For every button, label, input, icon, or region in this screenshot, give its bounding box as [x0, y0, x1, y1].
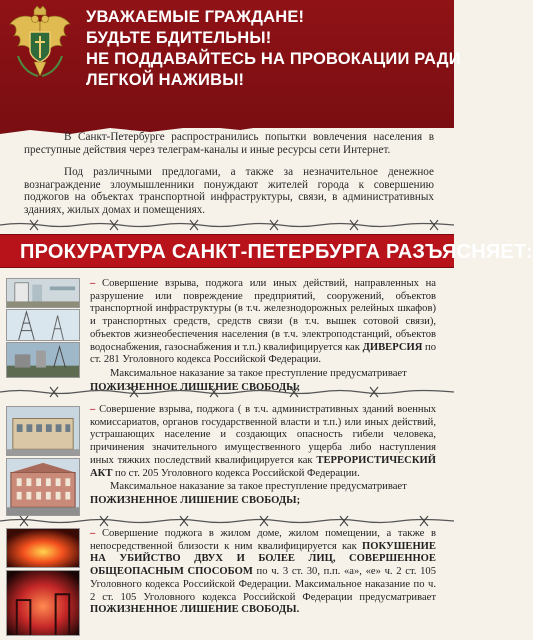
header	[0, 0, 461, 128]
barbed-wire-divider	[0, 386, 454, 398]
section-3-dash: –	[90, 528, 96, 539]
photo-cell-tower	[6, 309, 80, 341]
section-sabotage-text	[90, 278, 436, 395]
section-1-dash: –	[90, 278, 96, 289]
section-1-bold-a: ДИВЕРСИЯ	[362, 341, 423, 353]
photo-substation	[6, 342, 80, 378]
barbed-wire-divider	[0, 219, 454, 231]
section-1-text-a: Совершение взрыва, поджога или иных действий, направленных на разрушение или повреждение предприятий, сооружений, объектов транспортной инфраструктуры (в т.ч. железнодорожных релейных шкафов) и транспортных средств, средств связи (в т.ч. вышек сотовой связи), объектов жизнеобеспечения населения (в т.ч. электроподстанций, объектов водоснабжения, газоснабжения и т.п.) квалифицируется как	[90, 278, 436, 353]
section-attempted-murder-text	[90, 528, 436, 618]
photo-relay-cabinet	[6, 278, 80, 308]
intro-paragraph-1: В Санкт-Петербурге распространились попытки вовлечения населения в преступные действия через телеграм-каналы и иные ресурсы сети Интернет.	[24, 131, 434, 156]
section-1-penalty-bold: ПОЖИЗНЕННОЕ ЛИШЕНИЕ СВОБОДЫ;	[90, 381, 301, 393]
section-2-penalty-bold: ПОЖИЗНЕННОЕ ЛИШЕНИЕ СВОБОДЫ;	[90, 494, 301, 506]
section-3-text-a: Совершение поджога в жилом доме, жилом помещении, а также в непосредственной близости к ним квалифицируется как	[90, 528, 436, 552]
header-title	[86, 7, 461, 91]
photo-government-building	[6, 458, 80, 516]
section-2-penalty-line: Максимальное наказание за такое преступление предусматривает	[110, 481, 407, 493]
section-terrorism	[0, 404, 454, 516]
section-attempted-murder	[0, 528, 454, 638]
banner-title: ПРОКУРАТУРА САНКТ-ПЕТЕРБУРГА РАЗЪЯСНЯЕТ:	[20, 241, 533, 263]
photo-fire-building	[6, 570, 80, 636]
header-title-line-3: НЕ ПОДДАВАЙТЕСЬ НА ПРОВОКАЦИИ РАДИ	[86, 50, 461, 68]
section-sabotage	[0, 278, 454, 393]
prosecutor-emblem-icon	[8, 6, 72, 80]
intro-paragraph-2: Под различными предлогами, а также за незначительное денежное вознаграждение злоумышленники понуждают жителей города к совершению поджогов на объектах транспортной инфраструктуры, связи, в административных зданиях, жилых домах и помещениях.	[24, 166, 434, 216]
intro-text	[24, 131, 434, 227]
section-2-bold-a: ТЕРРОРИСТИЧЕСКИЙ АКТ	[90, 454, 436, 479]
section-2-text-b: по ст. 205 Уголовного кодекса Российской Федерации.	[112, 467, 360, 479]
section-terrorism-text	[90, 404, 436, 509]
section-1-text-b: по ст. 281 Уголовного кодекса Российской Федерации.	[90, 341, 436, 366]
clarification-banner	[0, 234, 533, 268]
barbed-wire-divider	[0, 515, 454, 527]
header-title-line-1: УВАЖАЕМЫЕ ГРАЖДАНЕ!	[86, 8, 305, 26]
photo-admin-building	[6, 406, 80, 456]
section-3-penalty-bold: ПОЖИЗНЕННОЕ ЛИШЕНИЕ СВОБОДЫ.	[90, 604, 300, 616]
section-3-bold-a: ПОКУШЕНИЕ НА УБИЙСТВО ДВУХ И БОЛЕЕ ЛИЦ, СОВЕРШЕННОЕ ОБЩЕОПАСНЫМ СПОСОБОМ	[90, 540, 436, 578]
photo-fire-apartment	[6, 528, 80, 568]
section-2-text-a: Совершение взрыва, поджога ( в т.ч. административных зданий военных комиссариатов, органов государственной власти и т.п.) или иных действий, устрашающих население и создающих опасность гибели человека, причинения значительного имущественного ущерба либо наступления иных тяжких последствий квалифицируется как	[90, 404, 436, 466]
section-3-text-b: по ч. 3 ст. 30, п.п. «а», «е» ч. 2 ст. 105 Уголовного кодекса Российской Федерации. Максимальное наказание по ч. 2 ст. 105 Уголовного кодекса Российской Федерации предусматривает	[90, 566, 437, 603]
section-2-dash: –	[90, 404, 96, 415]
header-title-line-4: ЛЕГКОЙ НАЖИВЫ!	[86, 71, 245, 89]
section-1-penalty-line: Максимальное наказание за такое преступление предусматривает	[110, 367, 407, 379]
header-title-line-2: БУДЬТЕ БДИТЕЛЬНЫ!	[86, 29, 272, 47]
